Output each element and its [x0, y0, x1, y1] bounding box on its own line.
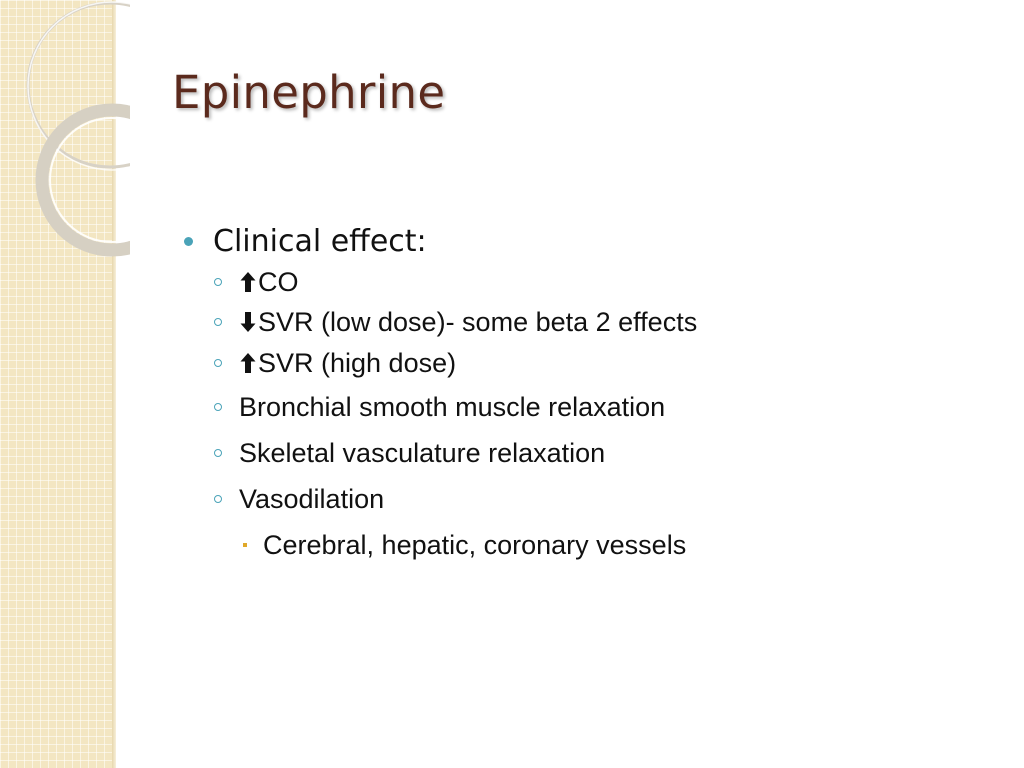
ring-bullet-icon — [214, 449, 222, 457]
decorative-circles-icon — [0, 0, 130, 260]
sub-item-text: SVR (high dose) — [258, 347, 457, 378]
up-arrow-icon — [239, 352, 257, 374]
sub-item-text: SVR (low dose)- some beta 2 effects — [258, 306, 698, 337]
sub-item-svr-low — [214, 302, 984, 342]
sub-sub-item-vessels — [243, 522, 984, 568]
ring-bullet-icon — [214, 403, 222, 411]
slide-content — [184, 220, 984, 568]
slide-title: Epinephrine — [172, 66, 446, 119]
sub-item-text: CO — [258, 266, 299, 297]
ring-bullet-icon — [214, 318, 222, 326]
sub-item-text: Skeletal vasculature relaxation — [239, 437, 606, 468]
ring-bullet-icon — [214, 359, 222, 367]
sub-item-text: Bronchial smooth muscle relaxation — [239, 391, 666, 422]
sub-item-co — [214, 262, 984, 302]
sub-item-text: Vasodilation — [239, 483, 385, 514]
sub-item-svr-high — [214, 342, 984, 384]
sub-sub-item-text: Cerebral, hepatic, coronary vessels — [263, 529, 687, 560]
square-bullet-icon — [243, 543, 247, 547]
up-arrow-icon — [239, 271, 257, 293]
sub-item-vasodilation — [214, 476, 984, 522]
down-arrow-icon — [239, 311, 257, 333]
ring-bullet-icon — [214, 495, 222, 503]
sub-item-bronchial — [214, 384, 984, 430]
ring-bullet-icon — [214, 278, 222, 286]
bullet-dot-icon — [184, 237, 193, 246]
bullet-clinical-effect — [184, 220, 984, 262]
sub-item-skeletal — [214, 430, 984, 476]
bullet-label: Clinical effect: — [213, 223, 427, 259]
